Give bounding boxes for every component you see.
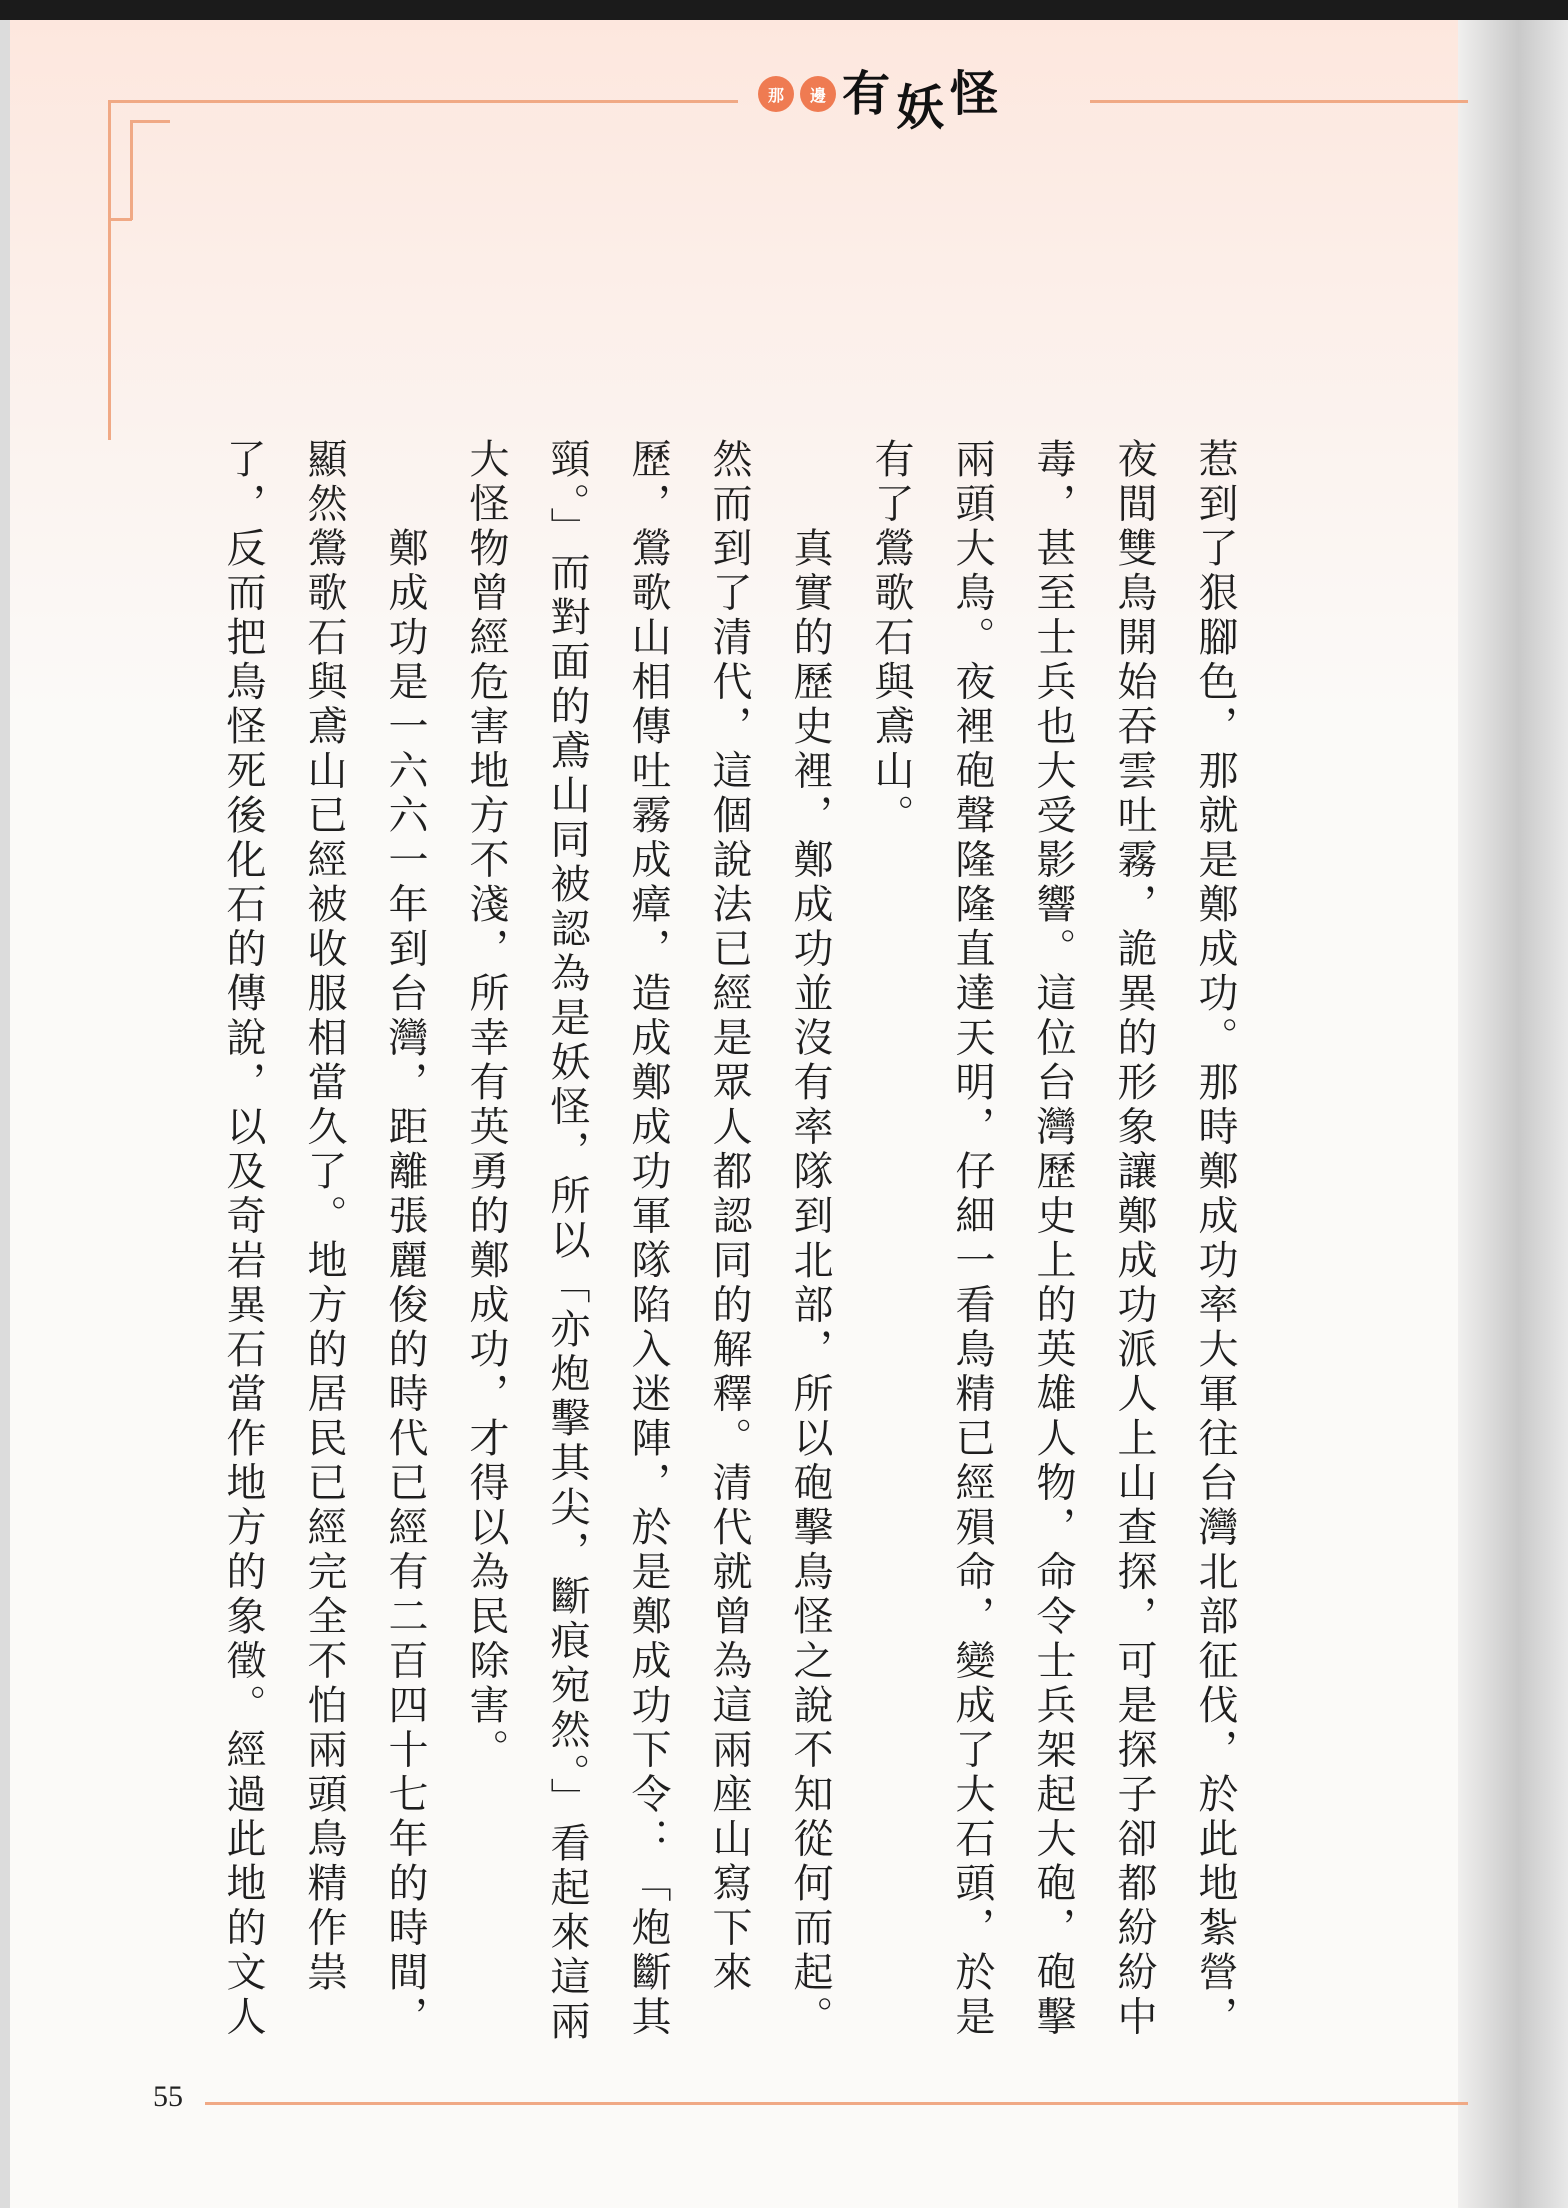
- footer-rule: [205, 2102, 1468, 2105]
- scan-top-edge: [0, 0, 1568, 20]
- paragraph-2: 真實的歷史裡，鄭成功並沒有率隊到北部，所以砲擊鳥怪之說不知從何而起。然而到了清代，這個說法已經是眾人都認同的解釋。清代就曾為這兩座山寫下來歷，鶯歌山相傳吐霧成瘴，造成鄭成功軍隊陷入迷陣，於是鄭成功下令：「炮斷其頸。」而對面的鳶山同被認為是妖怪，所以「亦炮擊其尖，斷痕宛然。」看起來這兩大怪物曾經危害地方不淺，所幸有英勇的鄭成功，才得以為民除害。: [463, 438, 833, 2045]
- frame-left-rule: [108, 100, 111, 440]
- page-curl-shadow: [1458, 20, 1568, 2208]
- frame-corner-ornament-bottom: [110, 218, 132, 221]
- page-number: 55: [153, 2080, 183, 2113]
- paragraph-3: 鄭成功是一六六一年到台灣，距離張麗俊的時代已經有二百四十七年的時間，顯然鶯歌石與鳶山已經被收服相當久了。地方的居民已經完全不怕兩頭鳥精作祟了，反而把鳥怪死後化石的傳說，以及奇岩異石當作地方的象徵。經過此地的文人: [220, 438, 428, 2040]
- header-badge-2: 邊: [800, 76, 836, 112]
- header-title-char-1: 有: [842, 66, 891, 122]
- vertical-body-text: [220, 438, 1255, 2078]
- scan-left-edge: [0, 20, 10, 2208]
- frame-corner-ornament: [130, 120, 133, 220]
- header-title-char-3: 怪: [950, 66, 999, 122]
- header-rule-right: [1090, 100, 1468, 103]
- header-badge-1: 那: [758, 76, 794, 112]
- frame-corner-ornament-top: [130, 120, 170, 123]
- header-rule-left: [108, 100, 738, 103]
- paragraph-1: 惹到了狠腳色，那就是鄭成功。那時鄭成功率大軍往台灣北部征伐，於此地紮營，夜間雙鳥開始吞雲吐霧，詭異的形象讓鄭成功派人上山查探，可是探子卻都紛紛中毒，甚至士兵也大受影響。這位台灣歷史上的英雄人物，命令士兵架起大砲，砲擊兩頭大鳥。夜裡砲聲隆隆直達天明，仔細一看鳥精已經殞命，變成了大石頭，於是有了鶯歌石與鳶山。: [868, 438, 1238, 2040]
- running-header: [758, 64, 999, 136]
- header-title-char-2: 妖: [896, 80, 945, 136]
